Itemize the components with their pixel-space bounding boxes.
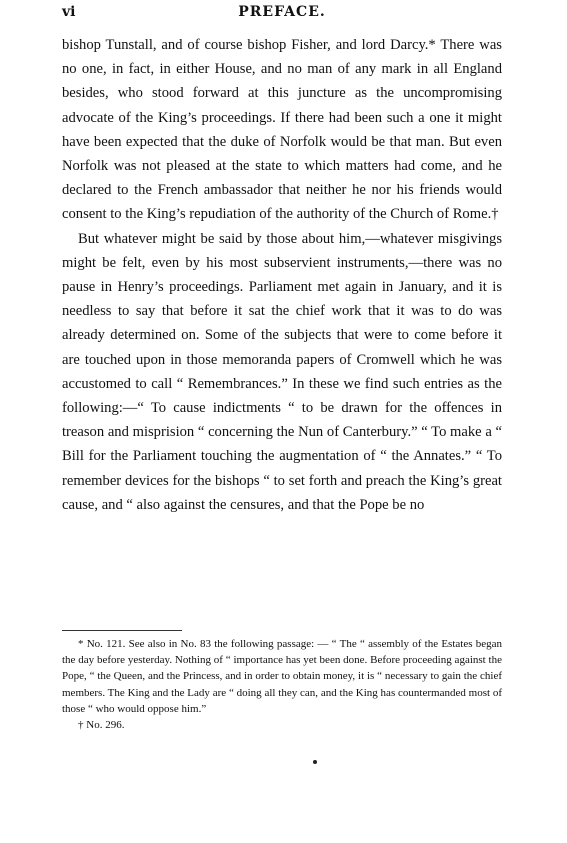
- footnote-rule: [62, 630, 182, 631]
- page-number: vi: [62, 4, 76, 20]
- paragraph: But whatever might be said by those about him,—whatever misgivings might be felt, even by his most subservient instruments,—there was no pause in Henry’s proceedings. Parliament met again in January, and it is needless to say that before it sat the chief work that it was to do was already determined on. Some of the subjects that were to come before it are touched upon in those memoranda papers of Cromwell which he was accustomed to call “ Remembrances.” In these we find such entries as the following:—“ To cause indictments “ to be drawn for the offences in treason and misprision “ concerning the Nun of Canterbury.” “ To make a “ Bill for the Parliament touching the augmentation of “ the Annates.” “ To remember devices for the bishops “ to set forth and preach the King’s great cause, and “ also against the censures, and that the Pope be no: [62, 230, 502, 513]
- paragraph: bishop Tunstall, and of course bishop Fisher, and lord Darcy.* There was no one, in fact, in either House, and no man of any mark in all England besides, who stood forward at this juncture as the uncompromising advocate of the King’s proceedings. If there had been such a one it might have been expected that the duke of Norfolk would be that man. But even Norfolk was not pleased at the state to which matters had come, and he declared to the French ambassador that neither he nor his friends would consent to the King’s repudiation of the authority of the Church of Rome.†: [62, 37, 502, 223]
- footnote: * No. 121. See also in No. 83 the following passage: — “ The “ assembly of the Estates began the day before yesterday. Nothing of “ importance has yet been done. Before proceeding against the Pope, “ the Queen, and the Princess, and in order to obtain money, it is “ necessary to gain the chief members. The King and the Lady are “ doing all they can, and the King has countermanded most of those “ who would oppose him.”: [62, 638, 502, 715]
- body-text: [62, 33, 502, 517]
- page-header: [62, 4, 502, 24]
- footnotes: [62, 636, 502, 733]
- running-head: PREFACE.: [238, 4, 326, 20]
- printer-mark: [313, 760, 317, 764]
- footnote: † No. 296.: [78, 719, 125, 732]
